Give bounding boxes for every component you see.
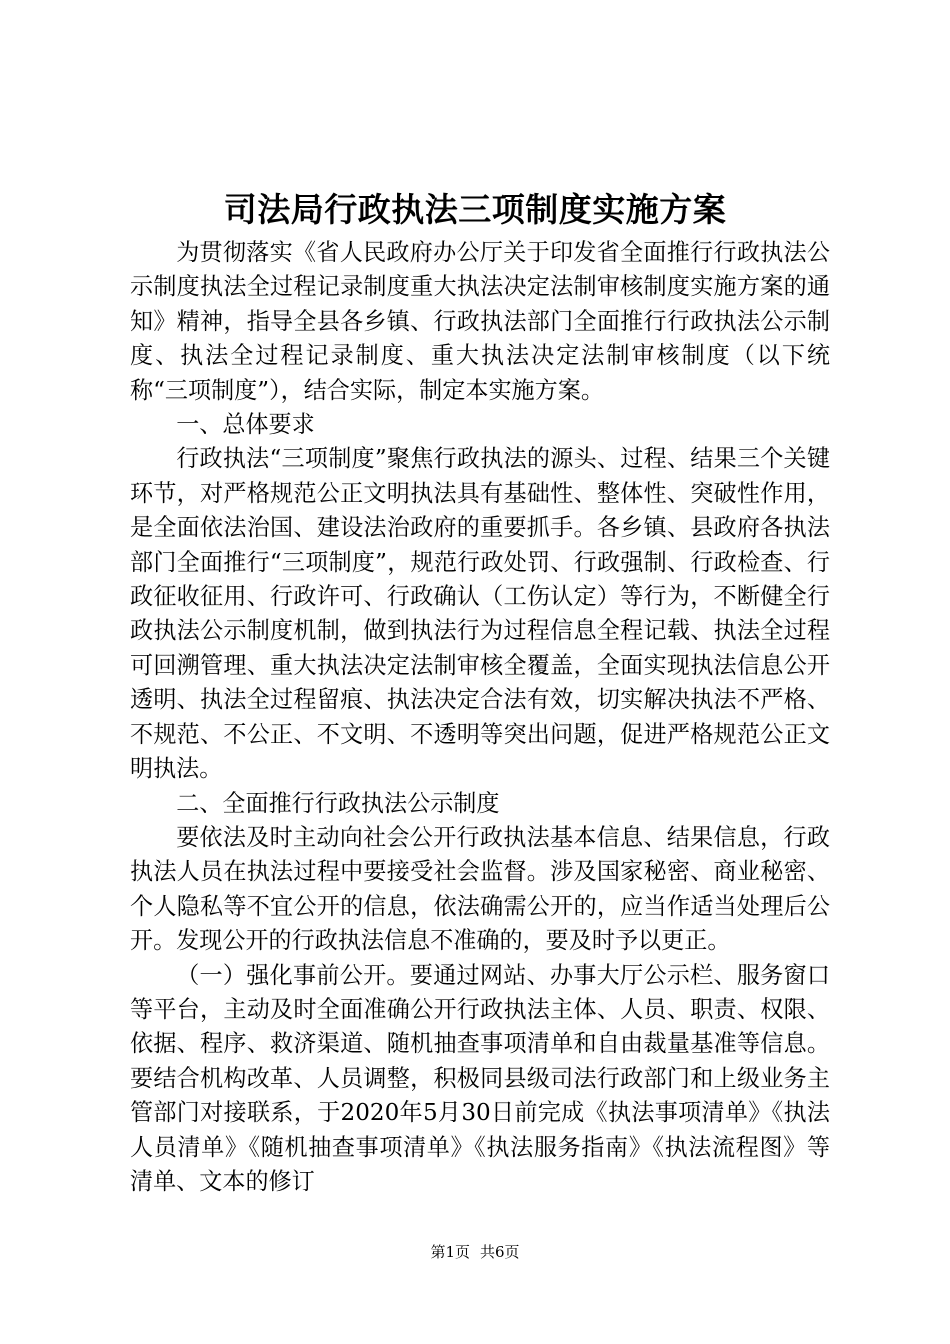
- document-body: [130, 236, 830, 1199]
- page-footer: [0, 1242, 950, 1262]
- paragraph-disclosure: 要依法及时主动向社会公开行政执法基本信息、结果信息，行政执法人员在执法过程中要接受社会监督。涉及国家秘密、商业秘密、个人隐私等不宜公开的信息，依法确需公开的，应当作适当处理后公开。发现公开的行政执法信息不准确的，要及时予以更正。: [130, 824, 830, 955]
- paragraph-prior-disclosure: （一）强化事前公开。要通过网站、办事大厅公示栏、服务窗口等平台，主动及时全面准确公开行政执法主体、人员、职责、权限、依据、程序、救济渠道、随机抽查事项清单和自由裁量基准等信息。要结合机构改革、人员调整，积极同县级司法行政部门和上级业务主管部门对接联系，于2020年5月30日前完成《执法事项清单》《执法人员清单》《随机抽查事项清单》《执法服务指南》《执法流程图》等清单、文本的修订: [130, 962, 830, 1195]
- section-heading-2: 二、全面推行行政执法公示制度: [176, 790, 500, 817]
- page-number: 第1页: [430, 1243, 470, 1261]
- paragraph-intro: 为贯彻落实《省人民政府办公厅关于印发省全面推行行政执法公示制度执法全过程记录制度重大执法决定法制审核制度实施方案的通知》精神，指导全县各乡镇、行政执法部门全面推行行政执法公示制度、执法全过程记录制度、重大执法决定法制审核制度（以下统称“三项制度”），结合实际，制定本实施方案。: [130, 240, 830, 404]
- page-total: 共6页: [480, 1243, 520, 1261]
- section-heading-1: 一、总体要求: [176, 412, 315, 439]
- paragraph-general-requirements: 行政执法“三项制度”聚焦行政执法的源头、过程、结果三个关键环节，对严格规范公正文明执法具有基础性、整体性、突破性作用，是全面依法治国、建设法治政府的重要抓手。各乡镇、县政府各执法部门全面推行“三项制度”，规范行政处罚、行政强制、行政检查、行政征收征用、行政许可、行政确认（工伤认定）等行为，不断健全行政执法公示制度机制，做到执法行为过程信息全程记载、执法全过程可回溯管理、重大执法决定法制审核全覆盖，全面实现执法信息公开透明、执法全过程留痕、执法决定合法有效，切实解决执法不严格、不规范、不公正、不文明、不透明等突出问题，促进严格规范公正文明执法。: [130, 446, 830, 783]
- document-title: 司法局行政执法三项制度实施方案: [223, 190, 727, 229]
